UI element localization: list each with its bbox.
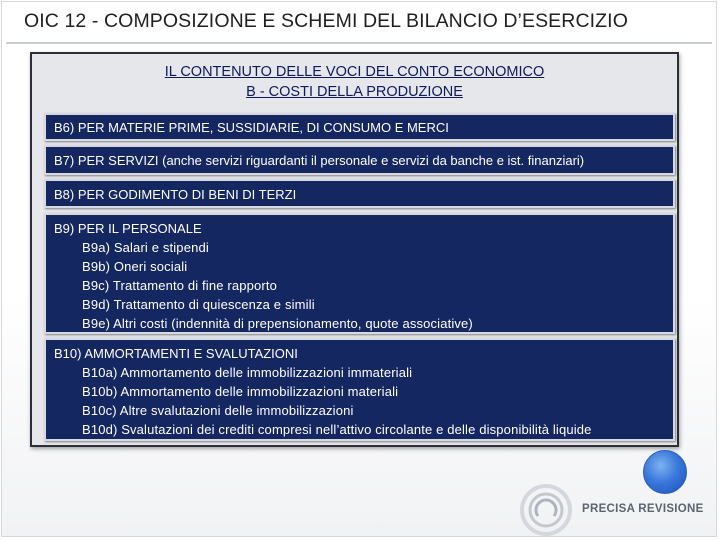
category-heading-b7: B7) PER SERVIZI (anche servizi riguardanti il personale e servizi da banche e ist. finanziari)	[54, 153, 585, 168]
b10-subitem-list	[54, 363, 665, 439]
title-divider	[6, 42, 712, 44]
category-box-b6	[44, 113, 675, 141]
category-heading-b8: B8) PER GODIMENTO DI BENI DI TERZI	[54, 187, 297, 202]
category-box-b10	[44, 338, 675, 441]
b9-subitem: B9e) Altri costi (indennità di prepensionamento, quote associative)	[82, 316, 473, 331]
b9-subitem: B9b) Oneri sociali	[82, 259, 188, 274]
b10-subitem: B10d) Svalutazioni dei crediti compresi nell’attivo circolante e delle disponibilità liquide	[82, 422, 592, 437]
b9-subitem: B9a) Salari e stipendi	[82, 240, 209, 255]
panel-heading-line1: IL CONTENUTO DELLE VOCI DEL CONTO ECONOMICO	[164, 64, 545, 80]
brand-name: PRECISA REVISIONE	[582, 503, 704, 515]
content-panel	[30, 52, 679, 447]
category-box-b7	[44, 145, 675, 175]
category-box-b8	[44, 179, 675, 208]
panel-heading	[32, 62, 677, 102]
b10-subitem: B10a) Ammortamento delle immobilizzazioni immateriali	[82, 365, 413, 380]
category-heading-b10: B10) AMMORTAMENTI E SVALUTAZIONI	[54, 346, 298, 361]
b10-subitem: B10b) Ammortamento delle immobilizzazioni materiali	[82, 384, 399, 399]
category-heading-b6: B6) PER MATERIE PRIME, SUSSIDIARIE, DI CONSUMO E MERCI	[54, 120, 449, 135]
b9-subitem: B9c) Trattamento di fine rapporto	[82, 278, 277, 293]
b9-subitem: B9d) Trattamento di quiescenza e simili	[82, 297, 315, 312]
category-box-b9	[44, 213, 675, 334]
blue-circle-icon	[643, 450, 687, 494]
b9-subitem-list	[54, 238, 665, 333]
panel-heading-line2: B - COSTI DELLA PRODUZIONE	[246, 84, 463, 100]
slide-title: OIC 12 - COMPOSIZIONE E SCHEMI DEL BILANCIO D’ESERCIZIO	[24, 10, 628, 32]
b10-subitem: B10c) Altre svalutazioni delle immobilizzazioni	[82, 403, 354, 418]
category-heading-b9: B9) PER IL PERSONALE	[54, 221, 202, 236]
brand-logo-icon	[518, 482, 574, 538]
